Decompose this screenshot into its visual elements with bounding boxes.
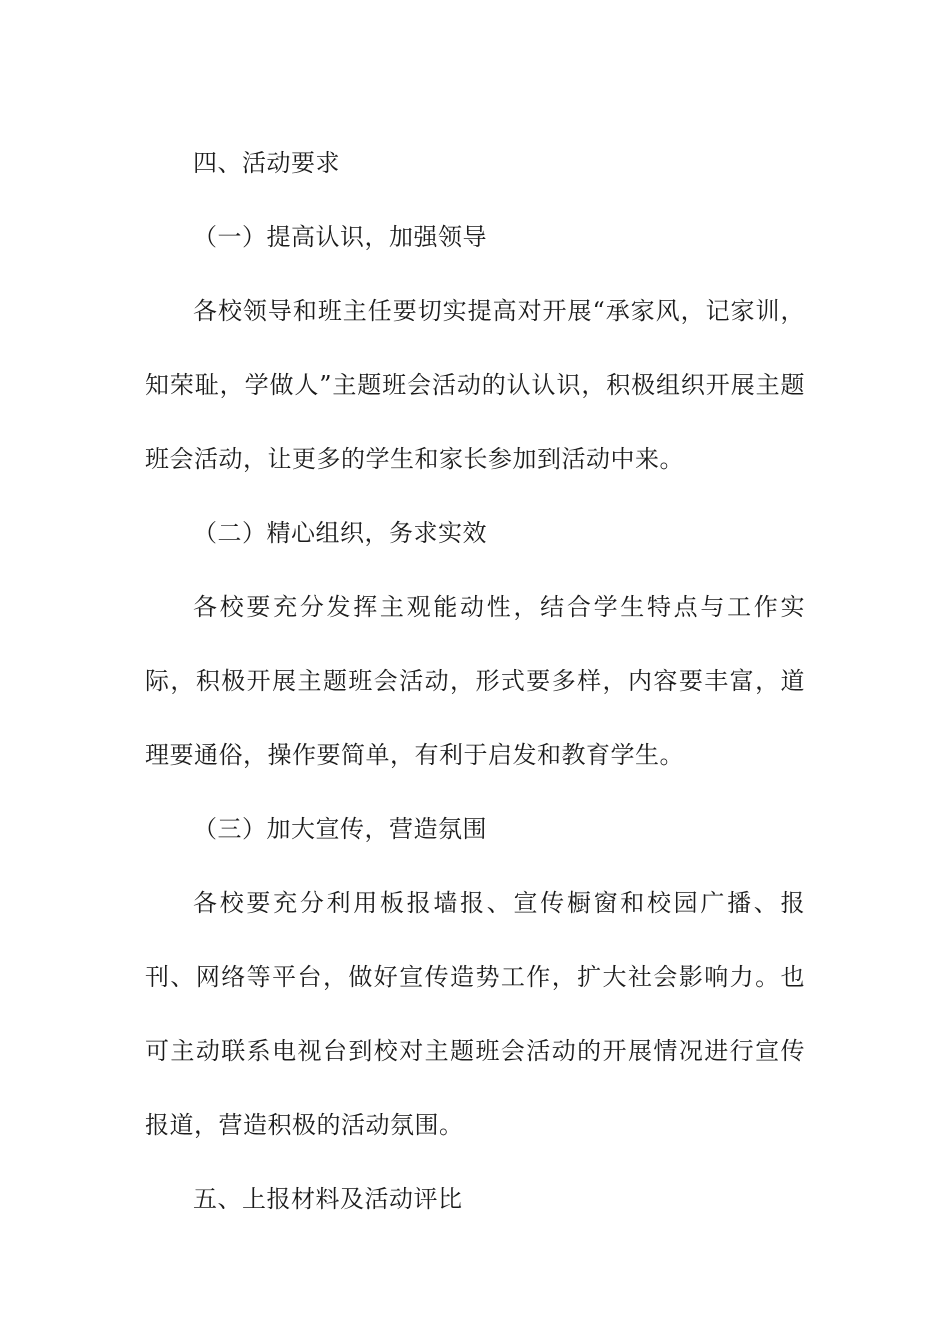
subheading-1: （一）提高认识，加强领导 (193, 223, 487, 251)
section-heading-5: 五、上报材料及活动评比 (193, 1185, 463, 1213)
document-body (145, 126, 805, 1236)
paragraph-3: 各校要充分利用板报墙报、宣传橱窗和校园广播、报刊、网络等平台，做好宣传造势工作，扩大社会影响力。也可主动联系电视台到校对主题班会活动的开展情况进行宣传报道，营造积极的活动氛围。 (145, 889, 805, 1139)
section-heading-4: 四、活动要求 (193, 149, 340, 177)
paragraph-2: 各校要充分发挥主观能动性，结合学生特点与工作实际，积极开展主题班会活动，形式要多样，内容要丰富，道理要通俗，操作要简单，有利于启发和教育学生。 (145, 593, 805, 769)
paragraph-1: 各校领导和班主任要切实提高对开展“承家风，记家训，知荣耻，学做人”主题班会活动的认认识，积极组织开展主题班会活动，让更多的学生和家长参加到活动中来。 (145, 297, 805, 473)
subheading-2: （二）精心组织，务求实效 (193, 519, 487, 547)
subheading-3: （三）加大宣传，营造氛围 (193, 815, 487, 843)
